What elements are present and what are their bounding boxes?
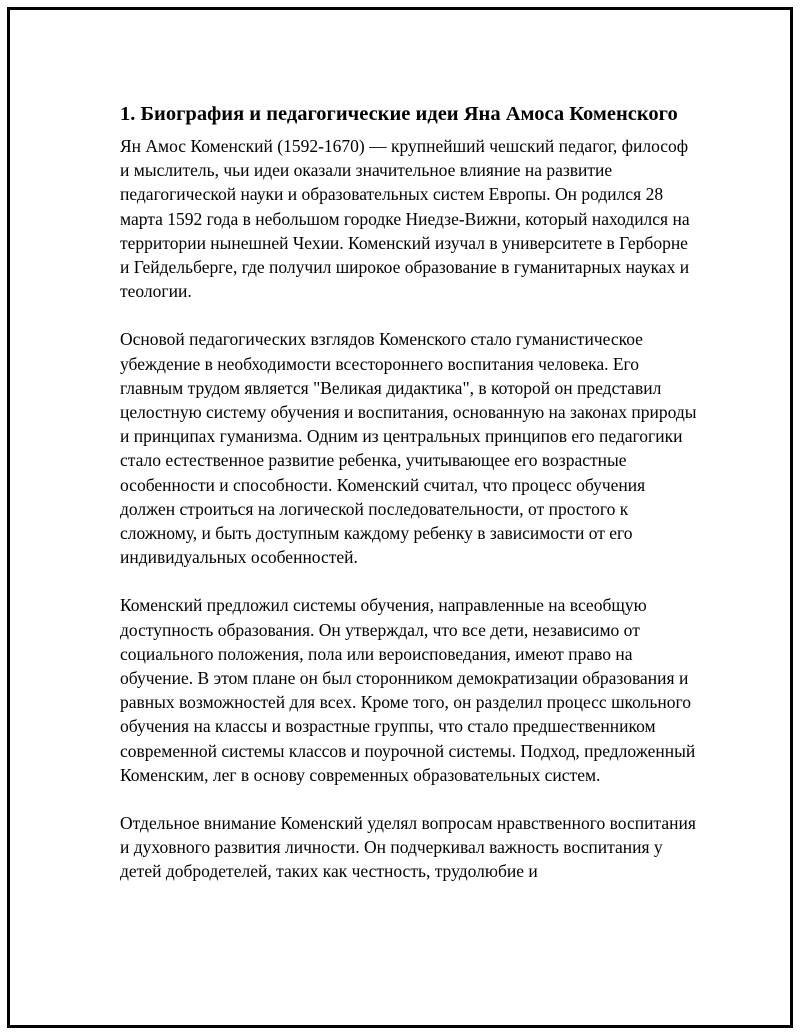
paragraph-education-system: Коменский предложил системы обучения, направленные на всеобщую доступность образования. Он утверждал, что все дети, независимо от социального положения, пола или вероисповедания, имеют право на обучение. В этом плане он был сторонником демократизации образования и равных возможностей для всех. Кроме того, он разделил процесс школьного обучения на классы и возрастные группы, что стало предшественником современной системы классов и поурочной системы. Подход, предложенный Коменским, лег в основу современных образовательных систем. [120, 595, 696, 785]
section-heading: 1. Биография и педагогические идеи Яна Амоса Коменского [120, 103, 678, 125]
paragraph-pedagogical-views: Основой педагогических взглядов Коменского стало гуманистическое убеждение в необходимости всестороннего воспитания человека. Его главным трудом является "Великая дидактика", в которой он представил целостную систему обучения и воспитания, основанную на законах природы и принципах гуманизма. Одним из центральных принципов его педагогики стало естественное развитие ребенка, учитывающее его возрастные особенности и способности. Коменский считал, что процесс обучения должен строиться на логической последовательности, от простого к сложному, и быть доступным каждому ребенку в зависимости от его индивидуальных особенностей. [120, 329, 697, 568]
paragraph-biography: Ян Амос Коменский (1592-1670) — крупнейший чешский педагог, философ и мыслитель, чьи идеи оказали значительное влияние на развитие педагогической науки и образовательных систем Европы. Он родился 28 марта 1592 года в небольшом городке Ниедзе-Вижни, который находился на территории нынешней Чехии. Коменский изучал в университете в Герборне и Гейдельберге, где получил широкое образование в гуманитарных науках и теологии. [120, 136, 690, 302]
paragraph-moral-education: Отдельное внимание Коменский уделял вопросам нравственного воспитания и духовного развития личности. Он подчеркивал важность воспитания у детей добродетелей, таких как честность, трудолюбие и [120, 813, 696, 882]
document-body [120, 100, 700, 908]
page-border [7, 7, 793, 1028]
